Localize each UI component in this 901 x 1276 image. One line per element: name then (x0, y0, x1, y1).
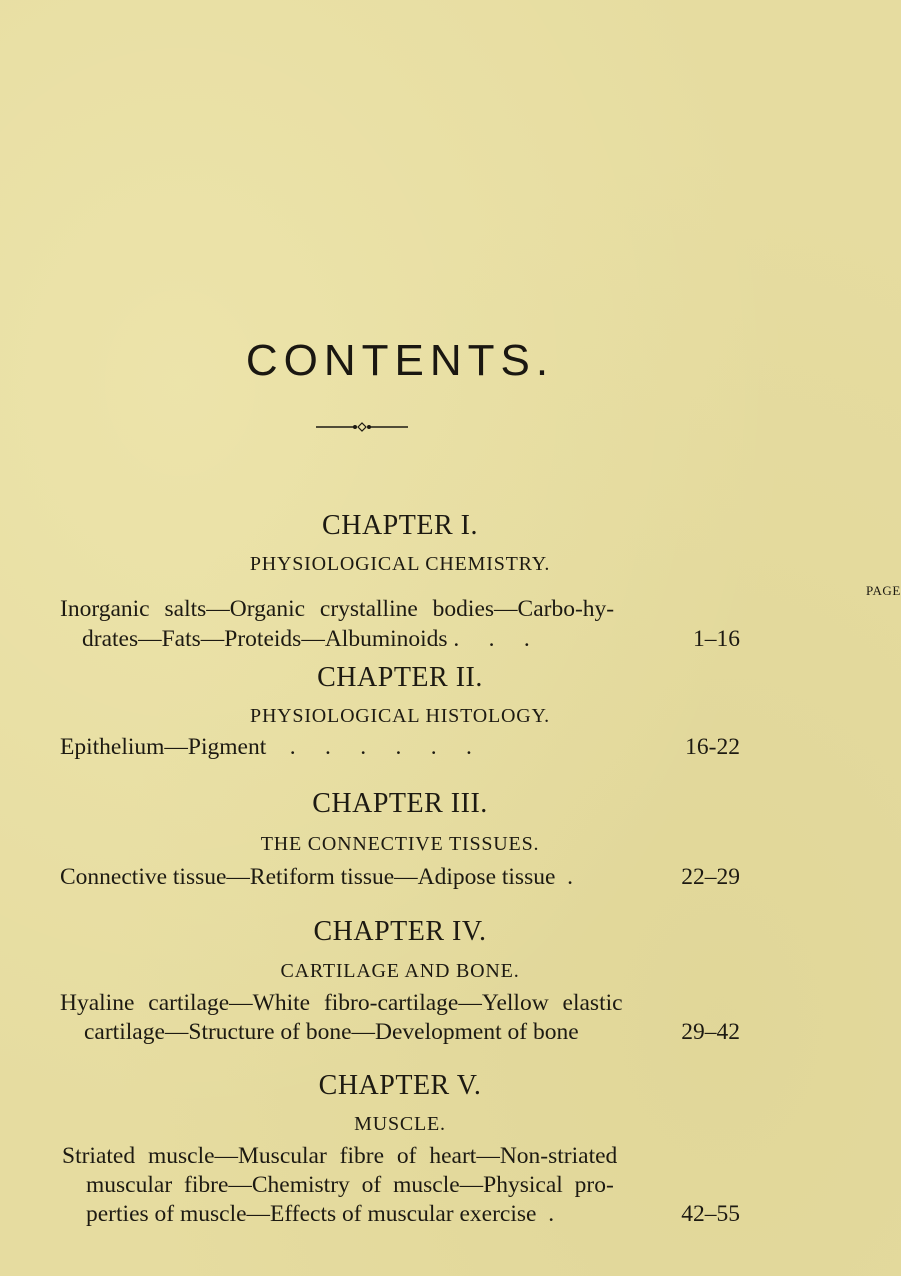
chapter-subtitle: THE CONNECTIVE TISSUES. (260, 833, 540, 855)
page-column-label: PAGE (866, 583, 901, 598)
entry-line: cartilage—Structure of bone—Development of bone (84, 1019, 579, 1045)
entry-line: muscular fibre—Chemistry of muscle—Physical pro- (86, 1172, 614, 1198)
entry-line: Striated muscle—Muscular fibre of heart—Non-striated (62, 1143, 618, 1169)
page-title: CONTENTS. (245, 336, 555, 385)
chapter-subtitle: MUSCLE. (354, 1113, 446, 1135)
entry-line: Hyaline cartilage—White fibro-cartilage—Yellow elastic (60, 990, 623, 1016)
entry-line: Inorganic salts—Organic crystalline bodies—Carbo-hy- (60, 596, 615, 622)
entry-line: Epithelium—Pigment . . . . . . (60, 734, 472, 760)
page-range: 1–16 (693, 626, 740, 652)
chapter-heading: CHAPTER I. (322, 510, 478, 541)
chapter-subtitle: PHYSIOLOGICAL HISTOLOGY. (250, 705, 550, 727)
entry-line: drates—Fats—Proteids—Albuminoids . . . (82, 626, 530, 652)
page-range: 16-22 (685, 734, 740, 760)
ornament-divider-icon (316, 421, 408, 433)
entry-line: perties of muscle—Effects of muscular exercise . (86, 1201, 555, 1227)
chapter-heading: CHAPTER II. (317, 662, 483, 693)
chapter-subtitle: CARTILAGE AND BONE. (280, 960, 520, 982)
entry-line: Connective tissue—Retiform tissue—Adipose tissue . (60, 864, 574, 890)
chapter-subtitle: PHYSIOLOGICAL CHEMISTRY. (249, 553, 551, 575)
page-range: 29–42 (681, 1019, 740, 1045)
chapter-heading: CHAPTER IV. (313, 916, 487, 947)
page-range: 22–29 (681, 864, 740, 890)
page-range: 42–55 (681, 1201, 740, 1227)
chapter-heading: CHAPTER III. (312, 788, 488, 819)
chapter-heading: CHAPTER V. (318, 1070, 482, 1101)
